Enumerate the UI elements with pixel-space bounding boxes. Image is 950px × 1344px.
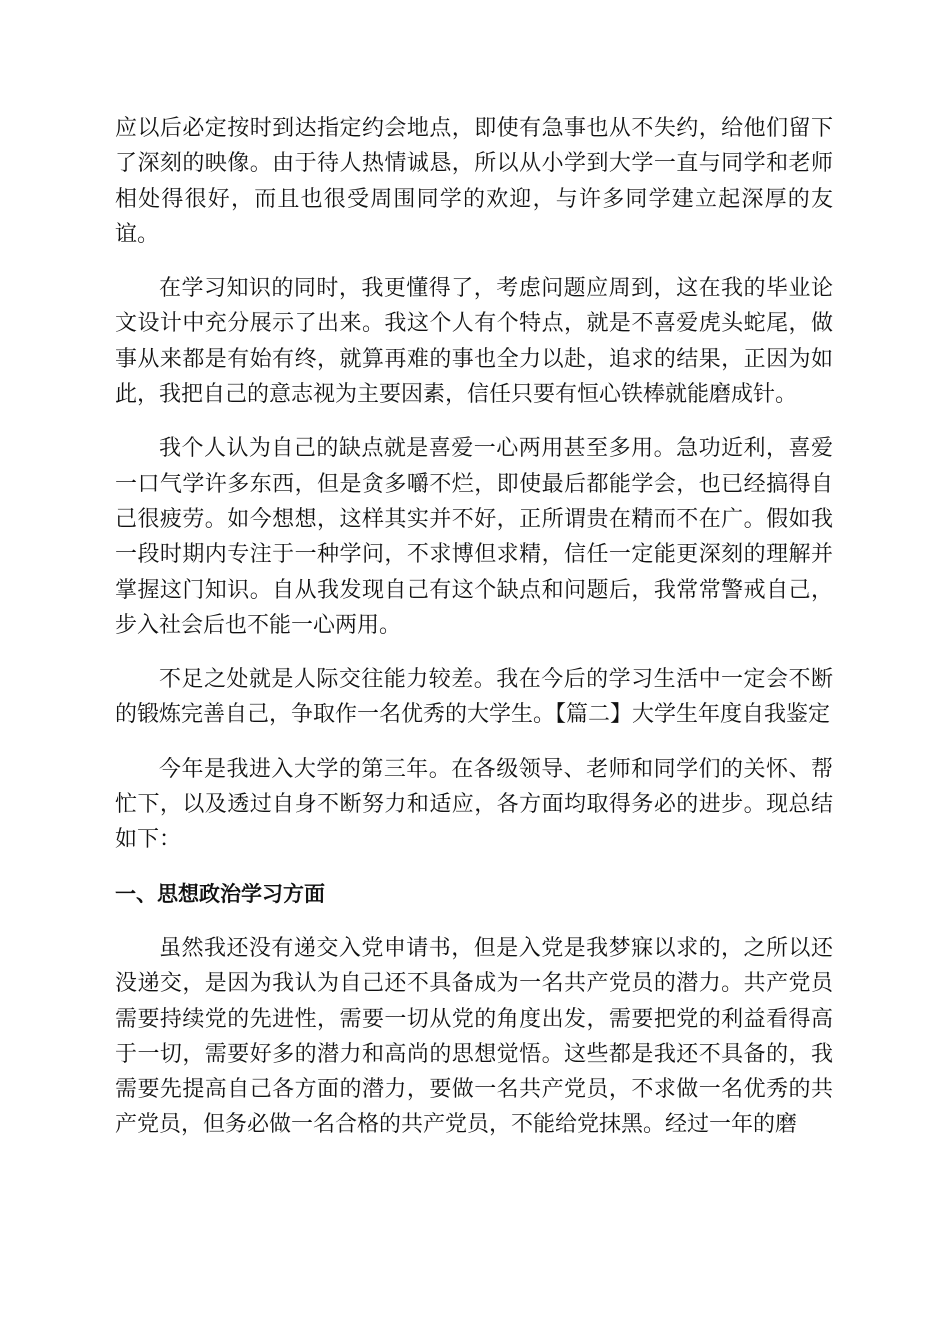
paragraph-continuation: 应以后必定按时到达指定约会地点，即使有急事也从不失约，给他们留下了深刻的映像。由于待人热情诚恳，所以从小学到大学一直与同学和老师相处得很好，而且也很受周围同学的欢迎，与许多同学建立起深厚的友谊。 bbox=[115, 116, 833, 247]
section-heading: 一、思想政治学习方面 bbox=[115, 881, 325, 906]
document-page bbox=[115, 111, 833, 1162]
paragraph-third-year: 今年是我进入大学的第三年。在各级领导、老师和同学们的关怀、帮忙下，以及透过自身不断努力和适应，各方面均取得务必的进步。现总结如下： bbox=[115, 756, 833, 853]
paragraph-social-skills: 不足之处就是人际交往能力较差。我在今后的学习生活中一定会不断的锻炼完善自己，争取作一名优秀的大学生。【篇二】大学生年度自我鉴定 bbox=[115, 667, 833, 728]
paragraph-party: 虽然我还没有递交入党申请书，但是入党是我梦寐以求的，之所以还没递交，是因为我认为自己还不具备成为一名共产党员的潜力。共产党员需要持续党的先进性，需要一切从党的角度出发，需要把党的利益看得高于一切，需要好多的潜力和高尚的思想觉悟。这些都是我还不具备的，我需要先提高自己各方面的潜力，要做一名共产党员，不求做一名优秀的共产党员，但务必做一名合格的共产党员，不能给党抹黑。经过一年的磨 bbox=[115, 935, 833, 1138]
paragraph-shortcomings: 我个人认为自己的缺点就是喜爱一心两用甚至多用。急功近利，喜爱一口气学许多东西，但是贪多嚼不烂，即使最后都能学会，也已经搞得自己很疲劳。如今想想，这样其实并不好，正所谓贵在精而不在广。假如我一段时期内专注于一种学问，不求博但求精，信任一定能更深刻的理解并掌握这门知识。自从我发现自己有这个缺点和问题后，我常常警戒自己，步入社会后也不能一心两用。 bbox=[115, 436, 833, 638]
paragraph-learning: 在学习知识的同时，我更懂得了，考虑问题应周到，这在我的毕业论文设计中充分展示了出来。我这个人有个特点，就是不喜爱虎头蛇尾，做事从来都是有始有终，就算再难的事也全力以赴，追求的结果，正因为如此，我把自己的意志视为主要因素，信任只要有恒心铁棒就能磨成针。 bbox=[115, 276, 833, 408]
